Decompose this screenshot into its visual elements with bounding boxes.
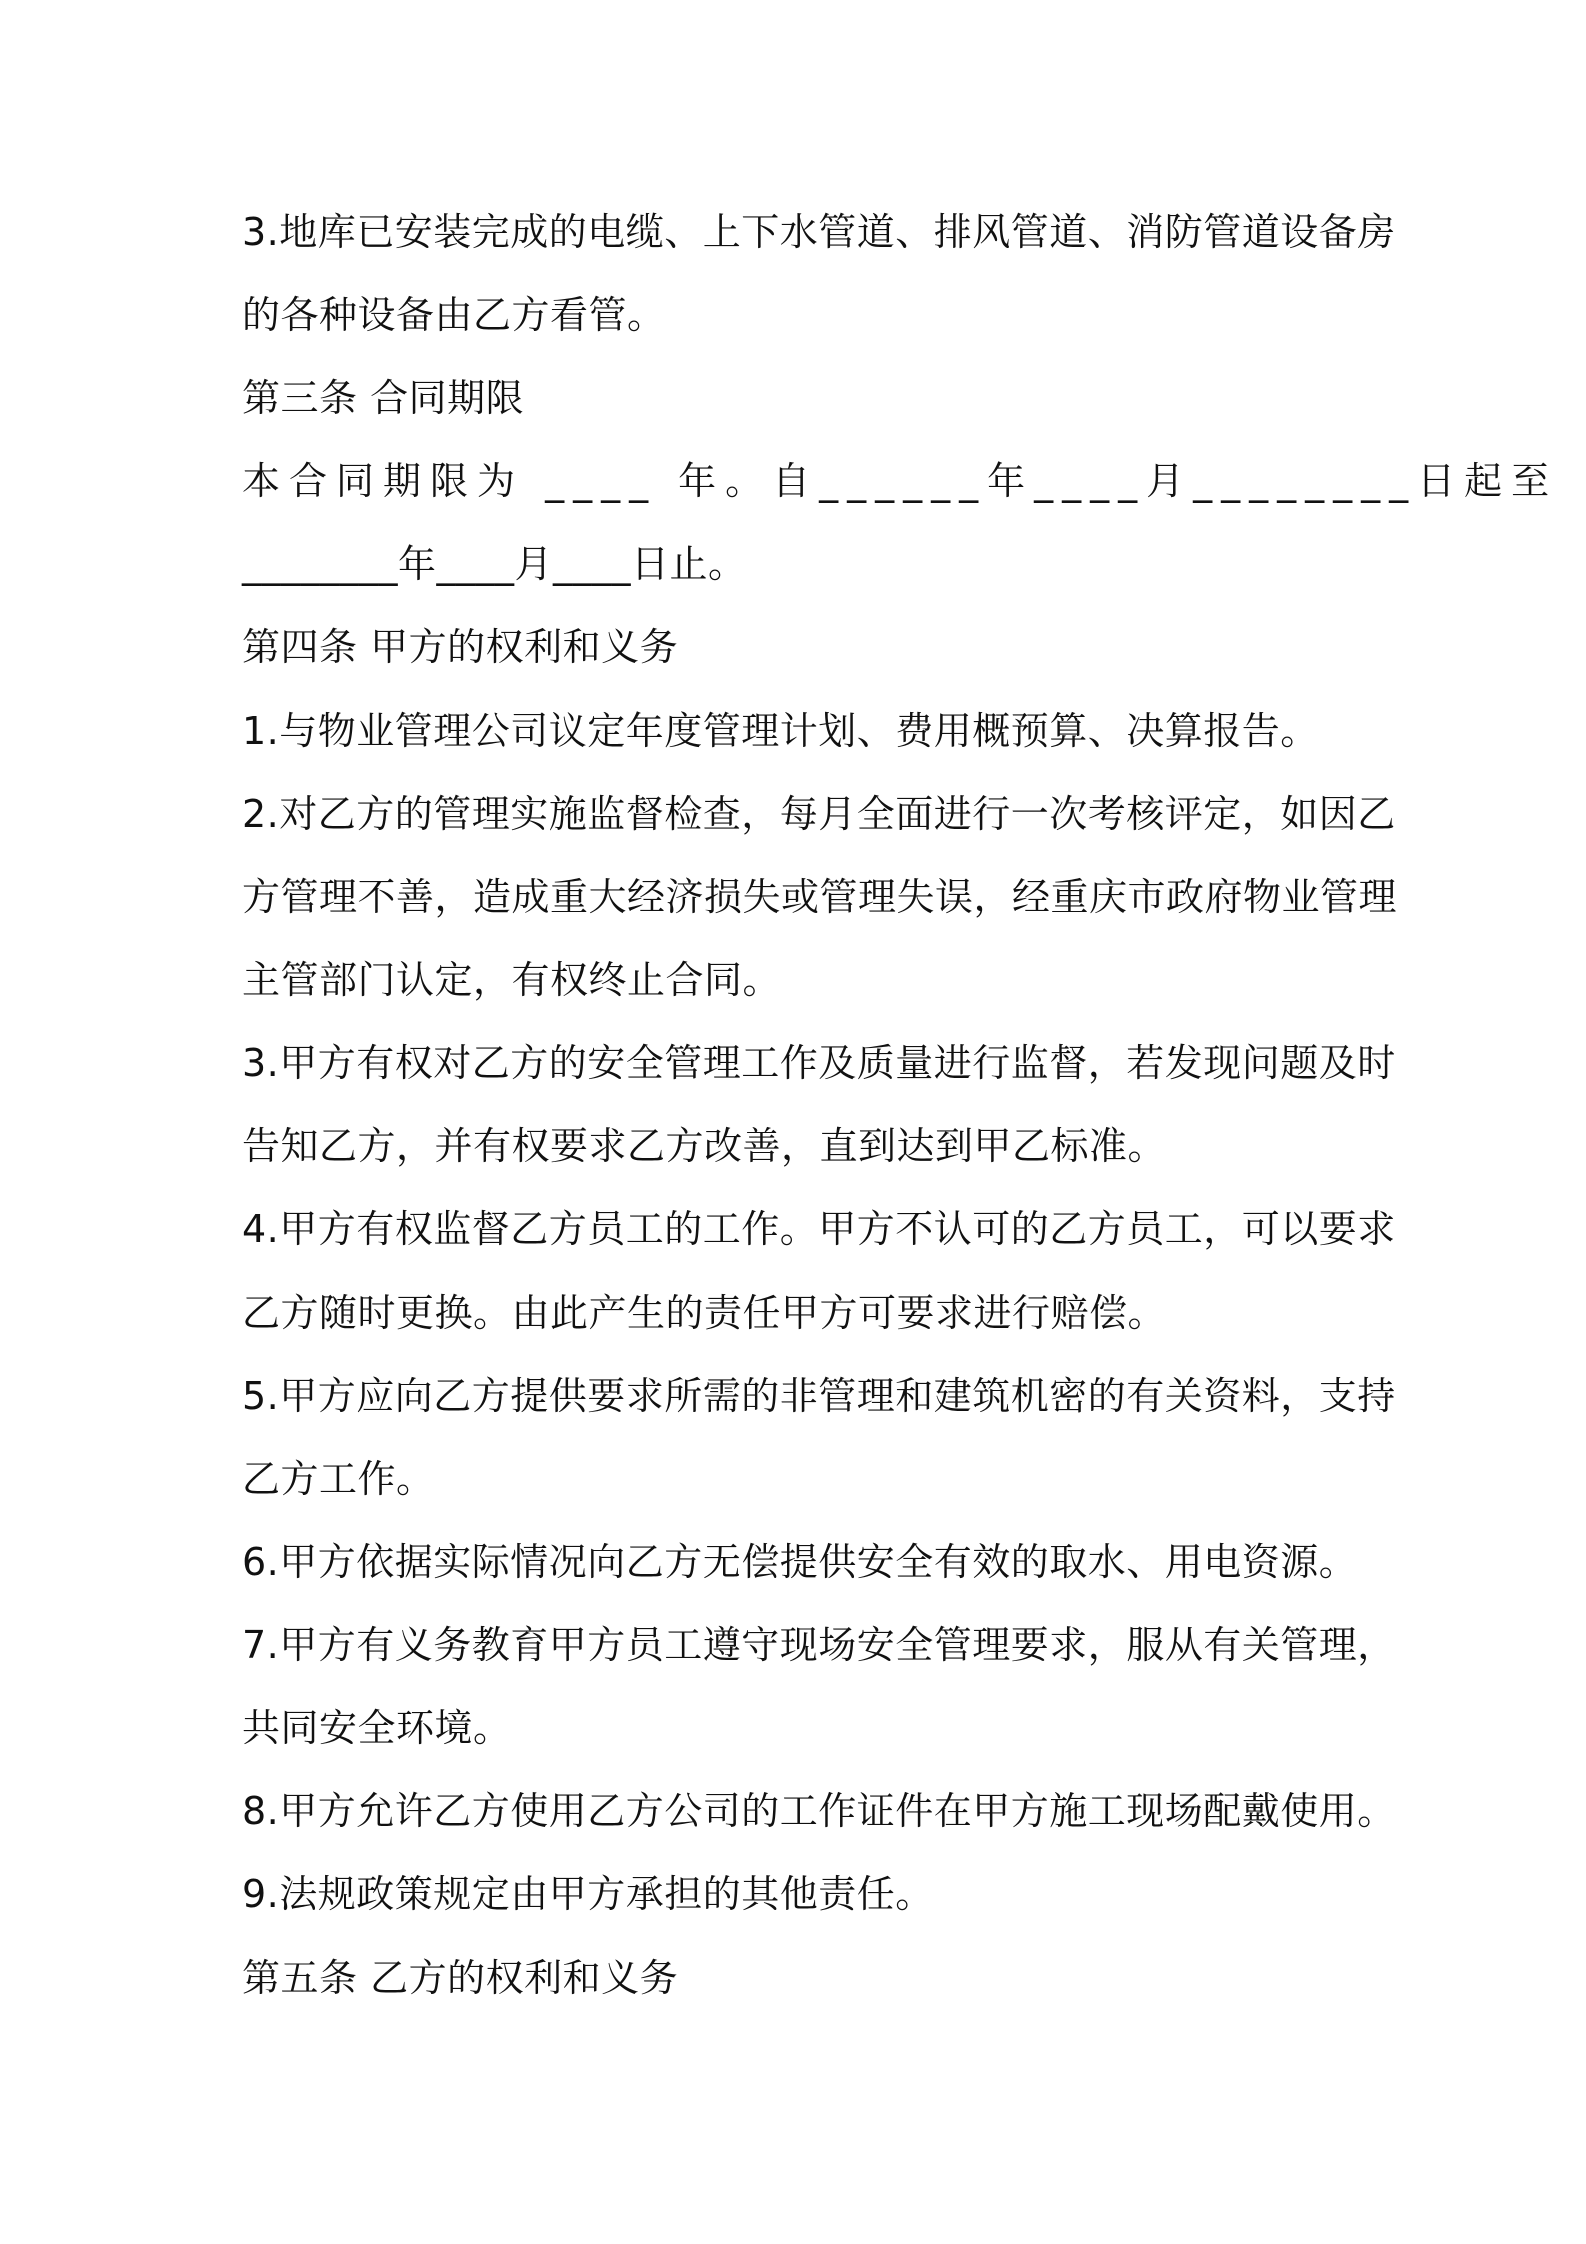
article-4-item-3-line-2: 告知乙方，并有权要求乙方改善，直到达到甲乙标准。 — [242, 1124, 1167, 1168]
article-4-item-5-line-1: 5.甲方应向乙方提供要求所需的非管理和建筑机密的有关资料，支持 — [242, 1374, 1396, 1418]
section-heading-article-5: 第五条 乙方的权利和义务 — [242, 1956, 679, 2000]
clause-2-item-3-line-2: 的各种设备由乙方看管。 — [242, 293, 666, 337]
contract-term-line-2: ________年____月____日止。 — [242, 542, 747, 586]
article-4-item-9: 9.法规政策规定由甲方承担的其他责任。 — [242, 1872, 934, 1916]
article-4-item-2-line-1: 2.对乙方的管理实施监督检查，每月全面进行一次考核评定，如因乙 — [242, 792, 1396, 836]
article-4-item-6: 6.甲方依据实际情况向乙方无偿提供安全有效的取水、用电资源。 — [242, 1540, 1358, 1584]
contract-term-line-1: 本合同期限为 ____ 年。自______年____月________日起至 — [242, 459, 1559, 503]
article-4-item-1: 1.与物业管理公司议定年度管理计划、费用概预算、决算报告。 — [242, 709, 1319, 753]
article-4-item-5-line-2: 乙方工作。 — [242, 1457, 435, 1501]
section-heading-article-4: 第四条 甲方的权利和义务 — [242, 625, 679, 669]
article-4-item-4-line-2: 乙方随时更换。由此产生的责任甲方可要求进行赔偿。 — [242, 1291, 1167, 1335]
clause-2-item-3-line-1: 3.地库已安装完成的电缆、上下水管道、排风管道、消防管道设备房 — [242, 210, 1396, 254]
article-4-item-7-line-2: 共同安全环境。 — [242, 1706, 512, 1750]
article-4-item-3-line-1: 3.甲方有权对乙方的安全管理工作及质量进行监督，若发现问题及时 — [242, 1041, 1396, 1085]
section-heading-article-3: 第三条 合同期限 — [242, 376, 525, 420]
article-4-item-2-line-3: 主管部门认定，有权终止合同。 — [242, 958, 782, 1002]
article-4-item-8: 8.甲方允许乙方使用乙方公司的工作证件在甲方施工现场配戴使用。 — [242, 1789, 1396, 1833]
article-4-item-2-line-2: 方管理不善，造成重大经济损失或管理失误，经重庆市政府物业管理 — [242, 875, 1398, 919]
article-4-item-4-line-1: 4.甲方有权监督乙方员工的工作。甲方不认可的乙方员工，可以要求 — [242, 1207, 1396, 1251]
article-4-item-7-line-1: 7.甲方有义务教育甲方员工遵守现场安全管理要求，服从有关管理， — [242, 1623, 1396, 1667]
